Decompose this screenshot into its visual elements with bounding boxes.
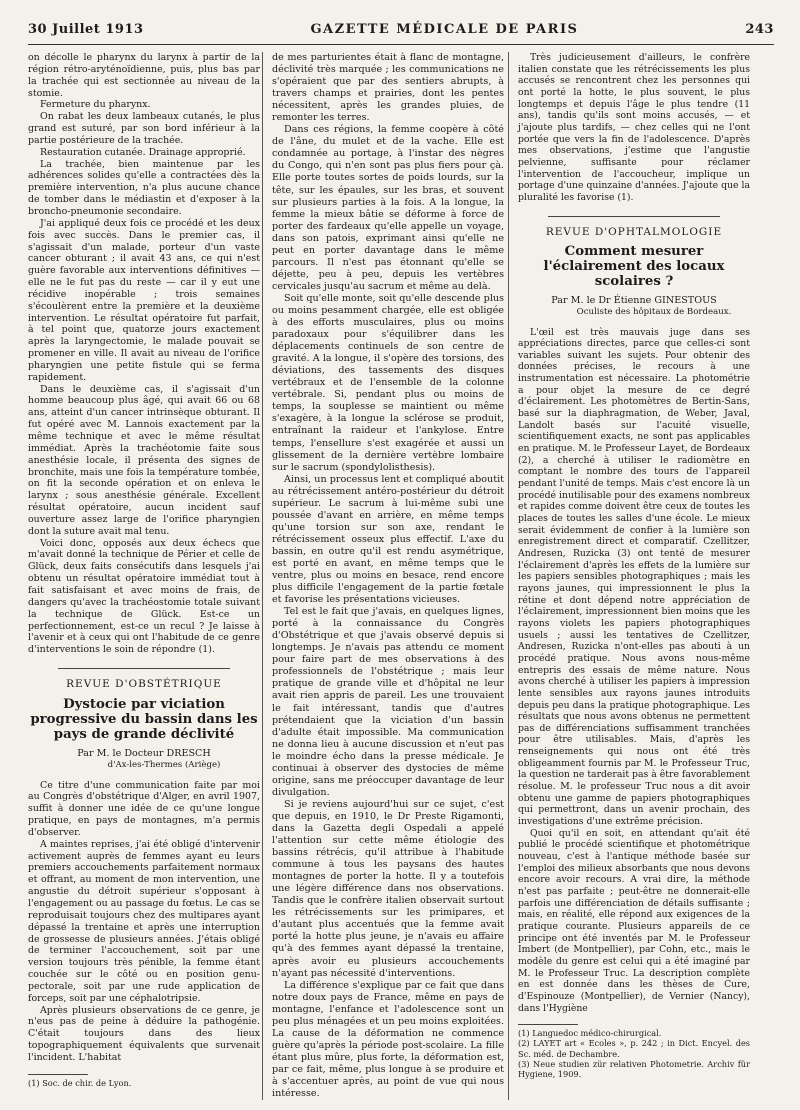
paragraph: on décolle le pharynx du larynx à partir de la région rétro-aryténoïdienne, puis, plus bas par la trachée qui est sectionnée au niveau de la stomie. (28, 52, 260, 99)
paragraph: Fermeture du pharynx. (40, 99, 151, 111)
header-page-number: 243 (745, 22, 774, 37)
paragraph: Dans ces régions, la femme coopère à côté de l'âne, du mulet et de la vache. Elle est condamnée au portage, à l'instar des nègres du Congo, qui n'en sont pas plus fiers pour çà. Elle porte toutes sortes de poids lourds, sur la tête, sur les épaules, sur les bras, et souvent sur plusieurs parties à la fois. A la longue, la femme la mieux bâtie se déforme à force de porter des fardeaux qu'elle appelle un voyage, dans son patois, exprimant ainsi qu'elle ne peut en porter davantage dans le même parcours. Il n'est pas étonnant qu'elle se déjette, peu à peu, depuis les vertèbres cervicales jusqu'au sacrum et même au delà. (272, 124, 504, 292)
paragraph: Soit qu'elle monte, soit qu'elle descende plus ou moins pesamment chargée, elle est obligée à des efforts musculaires, plus ou moins paradoxaux pour s'équilibrer dans les déplacements continuels de son centre de gravité. A la longue, il s'opère des torsions, des déviations, des tassements des disques vertébraux et de l'ensemble de la colonne vertébrale. Si, pendant plus ou moins de temps, la souplesse se maintient ou même s'exagère, à la longue la sclérose se produit, entraînant la raideur et l'ankylose. Entre temps, l'ensellure s'est exagérée et aussi un glissement de la dernière vertèbre lombaire sur le sacrum (spondylolisthesis). (272, 292, 504, 473)
paragraph: A maintes reprises, j'ai été obligé d'intervenir activement auprès de femmes ayant eu leurs premiers accouchements parfaitement normaux et offrant, au moment de mon intervention, une angustie du détroit supérieur s'opposant à l'engagement ou au passage du fœtus. Le cas se reproduisait toujours chez des multipares ayant dépassé la trentaine et après une interruption de grossesse de plusieurs années. J'étais obligé de terminer l'accouchement, soit par une version toujours très pénible, la femme étant couchée sur le côté ou en position genu-pectorale, soit par une rude application de forceps, soit par une céphalotripsie. (28, 838, 260, 1004)
section-heading: REVUE D'OPHTALMOLOGIE (545, 225, 723, 238)
paragraph: On rabat les deux lambeaux cutanés, le plus grand est suturé, par son bord inférieur à la partie postérieure de la trachée. (28, 111, 260, 146)
article-title: Comment mesurer l'éclairement des locaux scolaires ? (543, 244, 725, 290)
paragraph: Voici donc, opposés aux deux échecs que m'avait donné la technique de Périer et celle de Glück, deux faits consécutifs dans lesquels j'ai obtenu un résultat opératoire immédiat tout à fait satisfaisant et avec moins de frais, de dangers qu'avec la trachéostomie totale suivant la technique de Glück. Est-ce un perfectionnement, est-ce un recul ? Je laisse à l'avenir et à ceux qui ont l'habitude de ce genre d'interventions le soin de répondre (1). (28, 537, 260, 656)
author-affiliation: d'Ax-les-Thermes (Ariège) (107, 759, 221, 770)
footnote: (1) Soc. de chir. de Lyon. (28, 1077, 132, 1088)
paragraph: J'ai appliqué deux fois ce procédé et les deux fois avec succès. Dans le premier cas, il s'agissait d'un malade, porteur d'un vaste cancer obturant ; il avait 43 ans, ce qui n'est guère favorable aux interventions définitives — elle ne le fut pas du reste — car il y eut une récidive inopérable ; trois semaines s'écoulèrent entre la première et la deuxième intervention. Le résultat opératoire fut parfait, à tel point que, quatorze jours exactement après la laryngectomie, le malade pouvait se promener en ville. Il avait au niveau de l'orifice pharyngien une petite fistule qui se ferma rapidement. (28, 217, 260, 383)
paragraph: Tel est le fait que j'avais, en quelques lignes, porté à la connaissance du Congrès d'Obstétrique et que j'avais observé depuis si longtemps. Je n'avais pas attendu ce moment pour faire part de mes observations à des professionnels de l'obstétrique ; mais leur pratique de grande ville et d'hôpital ne leur avait rien appris de pareil. Les une trouvaient le fait intéressant, tandis que d'autres prétendaient que la viciation d'un bassin d'adulte était impossible. Ma communication ne donna lieu à aucune discussion et n'eut pas le moindre écho dans la presse médicale. Je continuai à observer des dystocies de même origine, sans me préoccuper davantage de leur divulgation. (272, 606, 504, 798)
paragraph: Ainsi, un processus lent et compliqué aboutit au rétrécissement antéro-postérieur du détroit supérieur. Le sacrum à lui-même subi une poussée d'avant en arrière, en même temps qu'une torsion sur son axe, rendant le rétrécissement osseux plus effectif. L'axe du bassin, en outre qu'il est rendu asymétrique, est porté en avant, en même temps que le ventre, plus ou moins en besace, rend encore plus difficile l'engagement de la partie fœtale et favorise les présentations vicieuses. (272, 473, 504, 606)
paragraph: La trachée, bien maintenue par les adhérences solides qu'elle a contractées dès la première intervention, n'a plus aucune chance de tomber dans le médiastin et d'exposer à la broncho-pneumonie secondaire. (28, 158, 260, 217)
paragraph: Dans le deuxième cas, il s'agissait d'un homme beaucoup plus âgé, qui avait 66 ou 68 ans, atteint d'un cancer intrinsèque obturant. Il fut opéré avec M. Lannois exactement par la même technique et avec le même résultat immédiat. Après la trachéotomie faite sous anesthésie locale, il présenta des signes de bronchite, mais une fois la température tombée, on fit la seconde opération et on enleva le larynx ; sous anesthésie générale. Excellent résultat opératoire, aucun incident sauf ouverture assez large de l'orifice pharyngien dont la suture avait mal tenu. (28, 383, 260, 537)
section-rule (548, 216, 720, 217)
header-rule (28, 44, 774, 45)
footnote: (2) LAYET art « Ecoles », p. 242 ; in Dict. Encyel. des Sc. méd. de Dechambre. (518, 1038, 750, 1059)
article-author: Par M. le Dr Étienne GINESTOUS (551, 295, 717, 307)
column-middle (272, 52, 504, 1100)
footnote: (3) Neue studien zür relativen Photometrie. Archiv für Hygiene, 1909. (518, 1058, 750, 1080)
paragraph: La différence s'explique par ce fait que dans notre doux pays de France, même en pays de montagne, l'enfance et l'adolescence sont un peu plus ménagées et un peu moins exploitées. La cause de la déformation ne commence guère qu'après la période post-scolaire. La fille étant plus mûre, plus forte, la déformation est, par ce fait, même, plus longue à se produire et à s'accentuer après, au point de vue qui nous intéresse. (272, 979, 504, 1100)
article-author: Par M. le Docteur DRESCH (77, 747, 211, 759)
column-divider (262, 52, 263, 1100)
paragraph: Restauration cutanée. Drainage approprié. (40, 146, 246, 158)
author-affiliation: Oculiste des hôpitaux de Bordeaux. (576, 306, 732, 317)
paragraph: Si je reviens aujourd'hui sur ce sujet, c'est que depuis, en 1910, le Dr Preste Rigamonti, dans la Gazetta degli Ospedali a appelé l'attention sur cette même étiologie des bassins rétrécis, qu'il attribue à l'habitude commune à tous les paysans des hautes montagnes de porter la hotte. Il y a toutefois une légère différence dans nos observations. Tandis que le confrère italien observait surtout les rétrécissements sur les primipares, et d'autant plus accentués que la femme avait porté la hotte plus jeune, je n'avais eu affaire qu'à des femmes ayant dépassé la trentaine, après avoir eu plusieurs accouchements n'ayant pas nécessité d'interventions. (272, 798, 504, 979)
footnote-rule (28, 1074, 88, 1075)
header-journal: GAZETTE MÉDICALE DE PARIS (310, 22, 579, 37)
paragraph: Quoi qu'il en soit, en attendant qu'ait été publié le procédé scientifique et photométrique nouveau, c'est à l'antique méthode basée sur l'emploi des milieux absorbants que nous devons encore avoir recours. A vrai dire, la méthode n'est pas parfaite ; peut-être ne donnerait-elle parfois une différenciation de détails suffisante ; mais, en réalité, elle répond aux exigences de la pratique courante. Plusieurs appareils de ce principe ont été inventés par M. le Professeur Imbert (de Montpellier), par Cohn, etc., mais le modèle du genre est celui qui a été imaginé par M. le Professeur Truc. La description complète en est donnée dans les thèses de Cure, d'Espinouze (Montpellier), de Vernier (Nancy), dans l'Hygiène (518, 827, 750, 1014)
column-divider (508, 52, 509, 1100)
footnote: (1) Languedoc médico-chirurgical. (518, 1028, 662, 1039)
paragraph: Très judicieusement d'ailleurs, le confrère italien constate que les rétrécissements les plus accusés se rencontrent chez les personnes qui ont porté la hotte, le plus souvent, le plus longtemps et depuis l'âge le plus tendre (11 ans), tandis qu'ils sont moins accusés, — et j'ajoute plus tardifs, — chez celles qui ne l'ont portée que vers la fin de l'adolescence. D'après mes observations, j'estime que l'angustie pelvienne, suffisante pour réclamer l'intervention de l'accoucheur, implique un portage d'une quinzaine d'années. J'ajoute que la pluralité les favorise (1). (518, 52, 750, 203)
paragraph: Après plusieurs observations de ce genre, je n'eus pas de peine à déduire la pathogénie. C'était toujours dans des lieux topographiquement équivalents que survenait l'incident. L'habitat (28, 1004, 260, 1063)
section-heading: REVUE D'OBSTÉTRIQUE (66, 678, 222, 691)
section-rule (58, 668, 230, 669)
header-date: 30 Juillet 1913 (28, 22, 144, 37)
column-right (518, 52, 750, 1079)
paragraph: L'œil est très mauvais juge dans ses appréciations directes, parce que celles-ci sont variables suivant les sujets. Pour obtenir des données précises, le recours à une instrumentation est nécessaire. La photométrie a pour objet la mesure de ce degré d'éclairement. Les photomètres de Bertin-Sans, basé sur la diaphragmation, de Weber, Javal, Landolt basés sur l'acuité visuelle, scientifiquement exacts, ne sont pas applicables en pratique. M. le Professeur Layet, de Bordeaux (2), a cherché à utiliser le radiomètre en comptant le nombre des tours de l'appareil pendant l'unité de temps. Mais c'est encore là un procédé inutilisable pour des examens nombreux et rapides comme doivent être ceux de toutes les places de toutes les salles d'une école. Le mieux serait évidemment de confier à la lumière son enregistrement direct et comparatif. Czellitzer, Andresen, Ruzicka (3) ont tenté de mesurer l'éclairement d'après les effets de la lumière sur les papiers sensibles photographiques ; mais les rayons jaunes, qui impressionnent le plus la rétine et dont dépend notre appréciation de l'éclairement, impressionnent bien moins que les rayons violets les papiers photographiques usuels ; aussi les tentatives de Czellitzer, Andresen, Ruzicka n'ont-elles pas abouti à un procédé pratique. Nous avons nous-même entrepris des essais de même nature. Nous avons cherché à utiliser les papiers à impression lente sensibles aux rayons jaunes introduits depuis peu dans la pratique photographique. Les résultats que nous avons obtenus ne permettent pas de différenciations suffisamment tranchées pour être utilisables. Mais, d'après les renseignements qui nous ont été très obligeamment fournis par M. le Professeur Truc, la question ne tarderait pas à être favorablement résolue. M. le professeur Truc nous a dit avoir obtenu une gamme de papiers photographiques qui permettront, dans un avenir prochain, des investigations d'une extrême précision. (518, 326, 750, 828)
column-left (28, 52, 260, 1088)
running-header (28, 22, 774, 42)
paragraph: de mes parturientes était à flanc de montagne, déclivité très marquée ; les communications ne s'opéraient que par des sentiers abrupts, à travers champs et prairies, dont les pentes nécessitent, après les grandes pluies, de remonter les terres. (272, 52, 504, 124)
footnote-rule (518, 1024, 578, 1025)
paragraph: Ce titre d'une communication faite par moi au Congrès d'obstétrique d'Alger, en avril 1907, suffit à donner une idée de ce qu'une longue pratique, en pays de montagnes, m'a permis d'observer. (28, 779, 260, 838)
article-title: Dystocie par viciation progressive du bassin dans les pays de grande déclivité (30, 696, 258, 742)
